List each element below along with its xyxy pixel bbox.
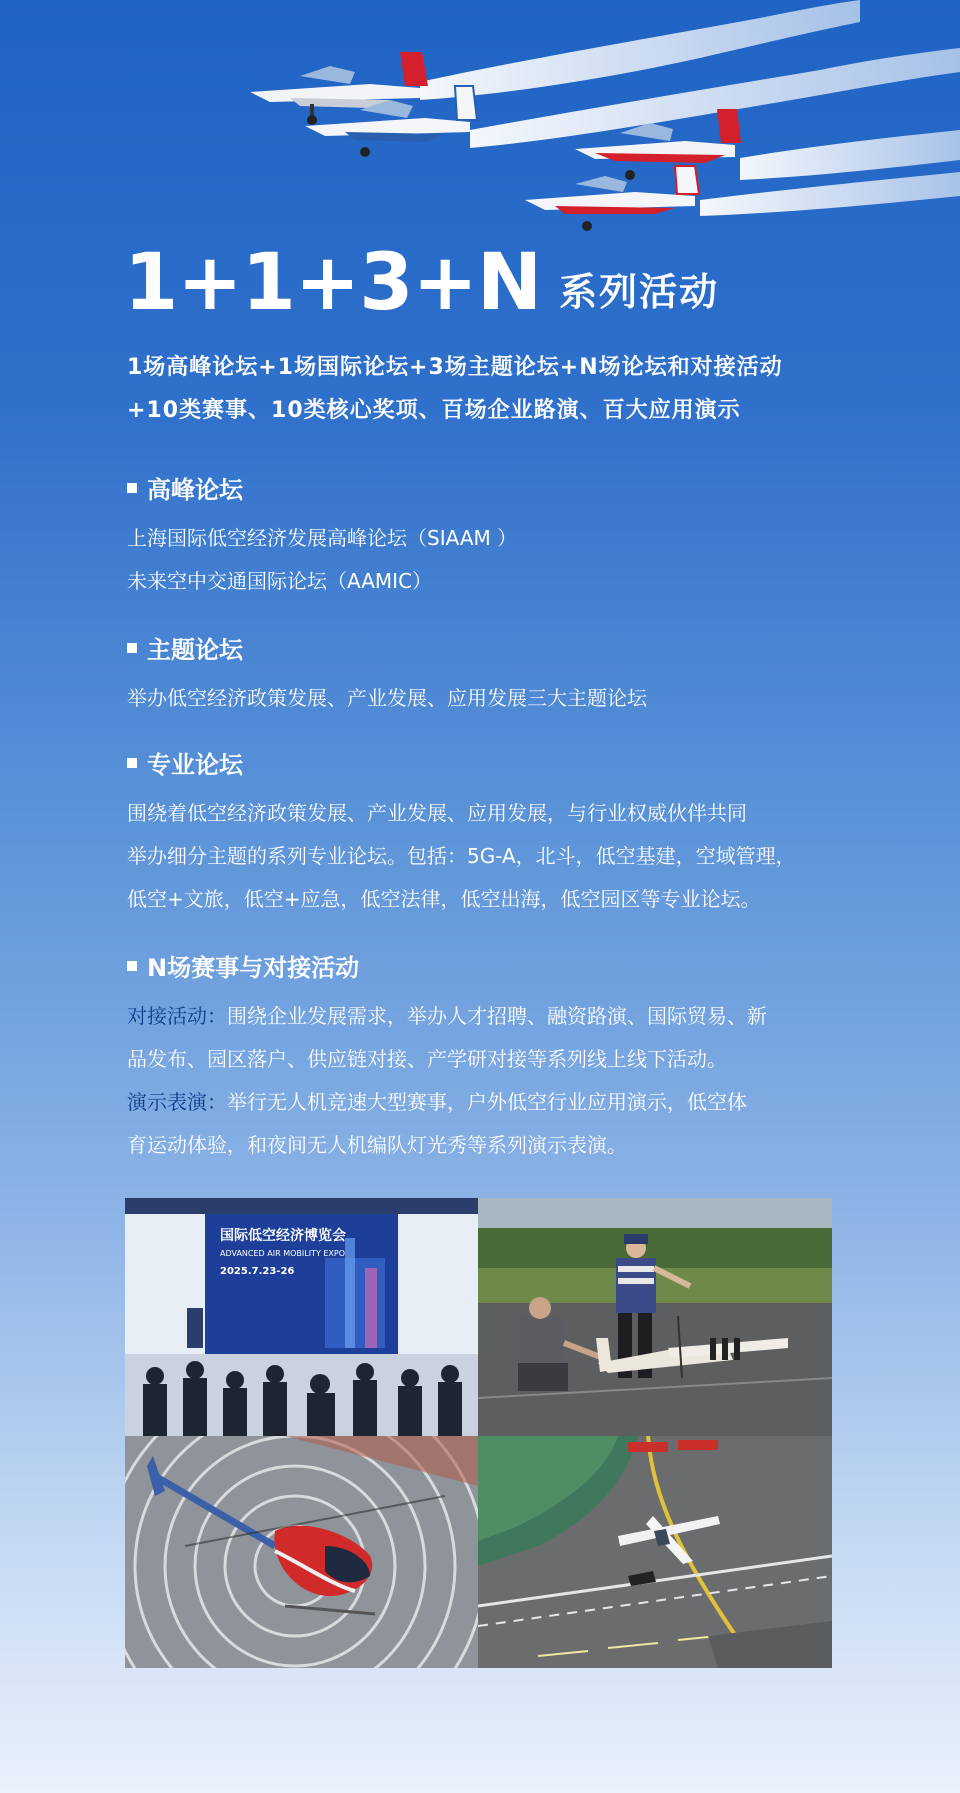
photo-helicopter <box>125 1436 478 1668</box>
section-line <box>127 995 847 1038</box>
photo-expo-conference <box>125 1198 478 1436</box>
expo-banner-title: 国际低空经济博览会 <box>220 1228 346 1244</box>
section-line: 品发布、园区落户、供应链对接、产学研对接等系列线上线下活动。 <box>127 1047 727 1071</box>
title-number: 1+1+3+N <box>124 238 542 328</box>
section-summit-forum <box>127 470 847 603</box>
section-heading-text: N场赛事与对接活动 <box>147 954 360 982</box>
section-line <box>127 1081 847 1124</box>
expo-banner-subtitle: ADVANCED AIR MOBILITY EXPO <box>220 1249 346 1258</box>
matchmaking-label: 对接活动： <box>127 1004 227 1028</box>
section-line: 低空+文旅，低空+应急，低空法律，低空出海，低空园区等专业论坛。 <box>127 887 761 911</box>
section-line: 未来空中交通国际论坛（AAMIC） <box>127 569 433 593</box>
section-heading <box>127 630 847 665</box>
photo-small-aircraft-runway <box>478 1436 832 1668</box>
subtitle-line-1: 1场高峰论坛+1场国际论坛+3场主题论坛+N场论坛和对接活动 <box>127 355 783 380</box>
section-line: 育运动体验，和夜间无人机编队灯光秀等系列演示表演。 <box>127 1133 627 1157</box>
square-bullet-icon <box>127 961 137 971</box>
section-events-matchmaking <box>127 948 847 1167</box>
section-heading-text: 高峰论坛 <box>147 476 243 504</box>
matchmaking-text: 围绕企业发展需求，举办人才招聘、融资路演、国际贸易、新 <box>227 1004 767 1028</box>
section-line: 上海国际低空经济发展高峰论坛（SIAAM ） <box>127 526 518 550</box>
aerobatic-planes-illustration <box>0 0 960 250</box>
demo-label: 演示表演： <box>127 1090 227 1114</box>
expo-banner-date: 2025.7.23-26 <box>220 1266 295 1277</box>
subtitle-line-2: +10类赛事、10类核心奖项、百场企业路演、百大应用演示 <box>127 398 741 423</box>
square-bullet-icon <box>127 758 137 768</box>
section-line: 举办低空经济政策发展、产业发展、应用发展三大主题论坛 <box>127 686 647 710</box>
hero-aerobatic-image <box>0 0 960 250</box>
photo-collage <box>125 1198 832 1668</box>
section-theme-forum <box>127 630 847 720</box>
square-bullet-icon <box>127 643 137 653</box>
section-line: 围绕着低空经济政策发展、产业发展、应用发展，与行业权威伙伴共同 <box>127 801 747 825</box>
section-line: 举办细分主题的系列专业论坛。包括：5G-A，北斗，低空基建，空域管理， <box>127 844 796 868</box>
section-heading-text: 主题论坛 <box>147 636 243 664</box>
section-heading <box>127 470 847 505</box>
title-text: 系列活动 <box>559 270 720 314</box>
section-heading <box>127 745 847 780</box>
square-bullet-icon <box>127 483 137 493</box>
section-heading <box>127 948 847 983</box>
section-professional-forum <box>127 745 847 921</box>
photo-rc-plane-demo <box>478 1198 832 1436</box>
page-title <box>124 238 720 328</box>
demo-text: 举行无人机竞速大型赛事，户外低空行业应用演示，低空体 <box>227 1090 747 1114</box>
section-heading-text: 专业论坛 <box>147 751 243 779</box>
